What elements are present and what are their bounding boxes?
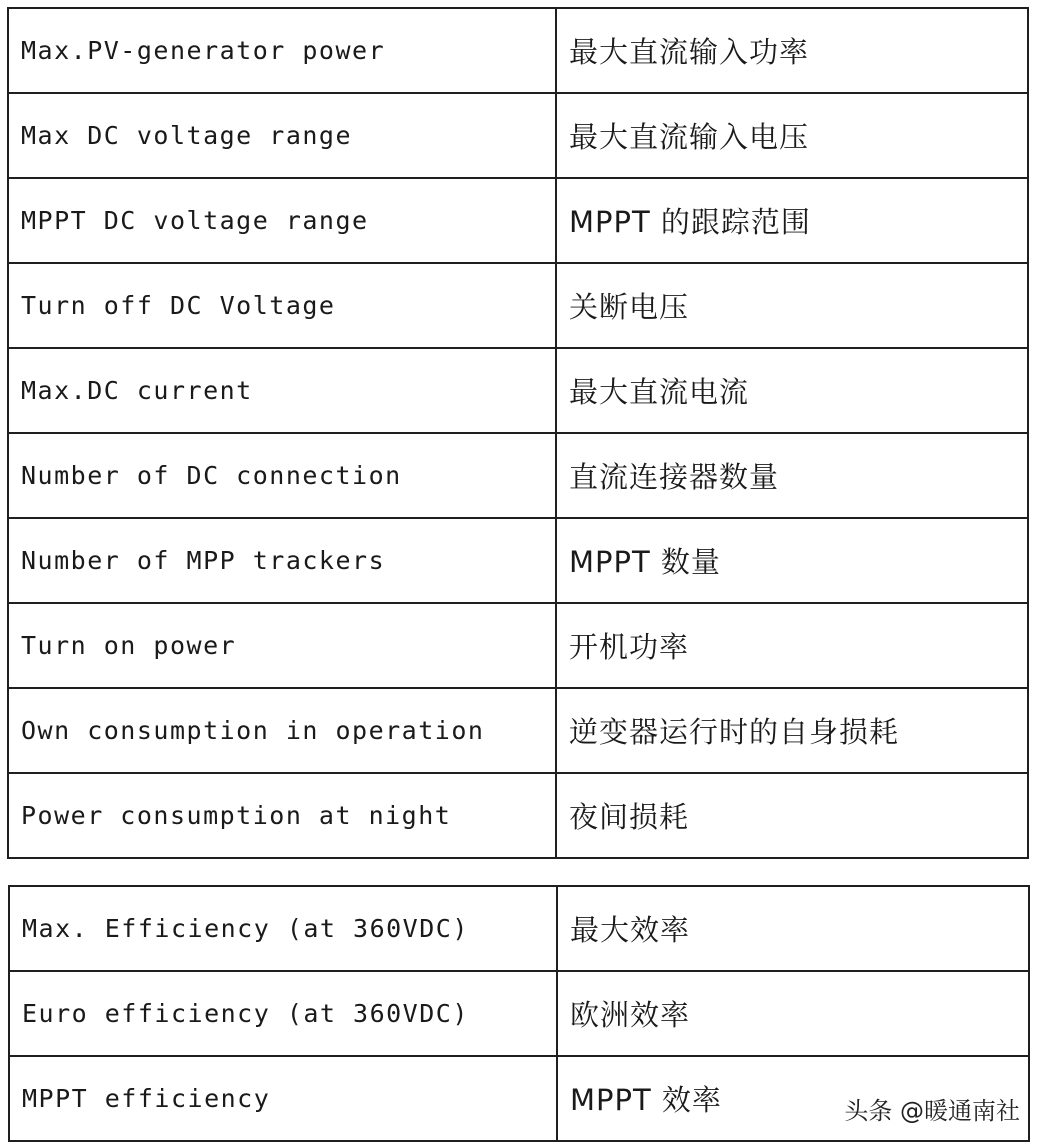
term-english: Euro efficiency (at 360VDC) xyxy=(9,971,557,1056)
term-english: Max.PV-generator power xyxy=(8,8,556,93)
table-row xyxy=(8,93,1028,178)
term-english: Turn off DC Voltage xyxy=(8,263,556,348)
table-row xyxy=(8,263,1028,348)
term-chinese: 欧洲效率 xyxy=(557,971,1029,1056)
term-english: Turn on power xyxy=(8,603,556,688)
table-row xyxy=(9,886,1029,971)
term-chinese: 最大直流电流 xyxy=(556,348,1028,433)
table-row xyxy=(9,971,1029,1056)
spec-table-input xyxy=(7,7,1029,859)
term-english: Max DC voltage range xyxy=(8,93,556,178)
term-chinese: MPPT 数量 xyxy=(556,518,1028,603)
term-english: Max.DC current xyxy=(8,348,556,433)
term-chinese: 关断电压 xyxy=(556,263,1028,348)
term-chinese: 夜间损耗 xyxy=(556,773,1028,858)
table-row xyxy=(8,433,1028,518)
term-chinese: 最大直流输入电压 xyxy=(556,93,1028,178)
term-chinese: 最大效率 xyxy=(557,886,1029,971)
term-english: MPPT DC voltage range xyxy=(8,178,556,263)
table-row xyxy=(8,348,1028,433)
table-row xyxy=(8,688,1028,773)
term-chinese: 直流连接器数量 xyxy=(556,433,1028,518)
term-english: Number of DC connection xyxy=(8,433,556,518)
table-row xyxy=(8,178,1028,263)
table-row xyxy=(8,603,1028,688)
term-english: MPPT efficiency xyxy=(9,1056,557,1141)
term-english: Number of MPP trackers xyxy=(8,518,556,603)
term-chinese: 开机功率 xyxy=(556,603,1028,688)
table-row xyxy=(8,773,1028,858)
term-chinese: MPPT 效率 xyxy=(557,1056,1029,1141)
watermark-text: 头条 @暖通南社 xyxy=(844,1097,1020,1125)
term-english: Own consumption in operation xyxy=(8,688,556,773)
table-row xyxy=(8,518,1028,603)
term-english: Power consumption at night xyxy=(8,773,556,858)
term-chinese: 最大直流输入功率 xyxy=(556,8,1028,93)
table-row xyxy=(8,8,1028,93)
term-chinese: MPPT 的跟踪范围 xyxy=(556,178,1028,263)
term-english: Max. Efficiency (at 360VDC) xyxy=(9,886,557,971)
term-chinese: 逆变器运行时的自身损耗 xyxy=(556,688,1028,773)
